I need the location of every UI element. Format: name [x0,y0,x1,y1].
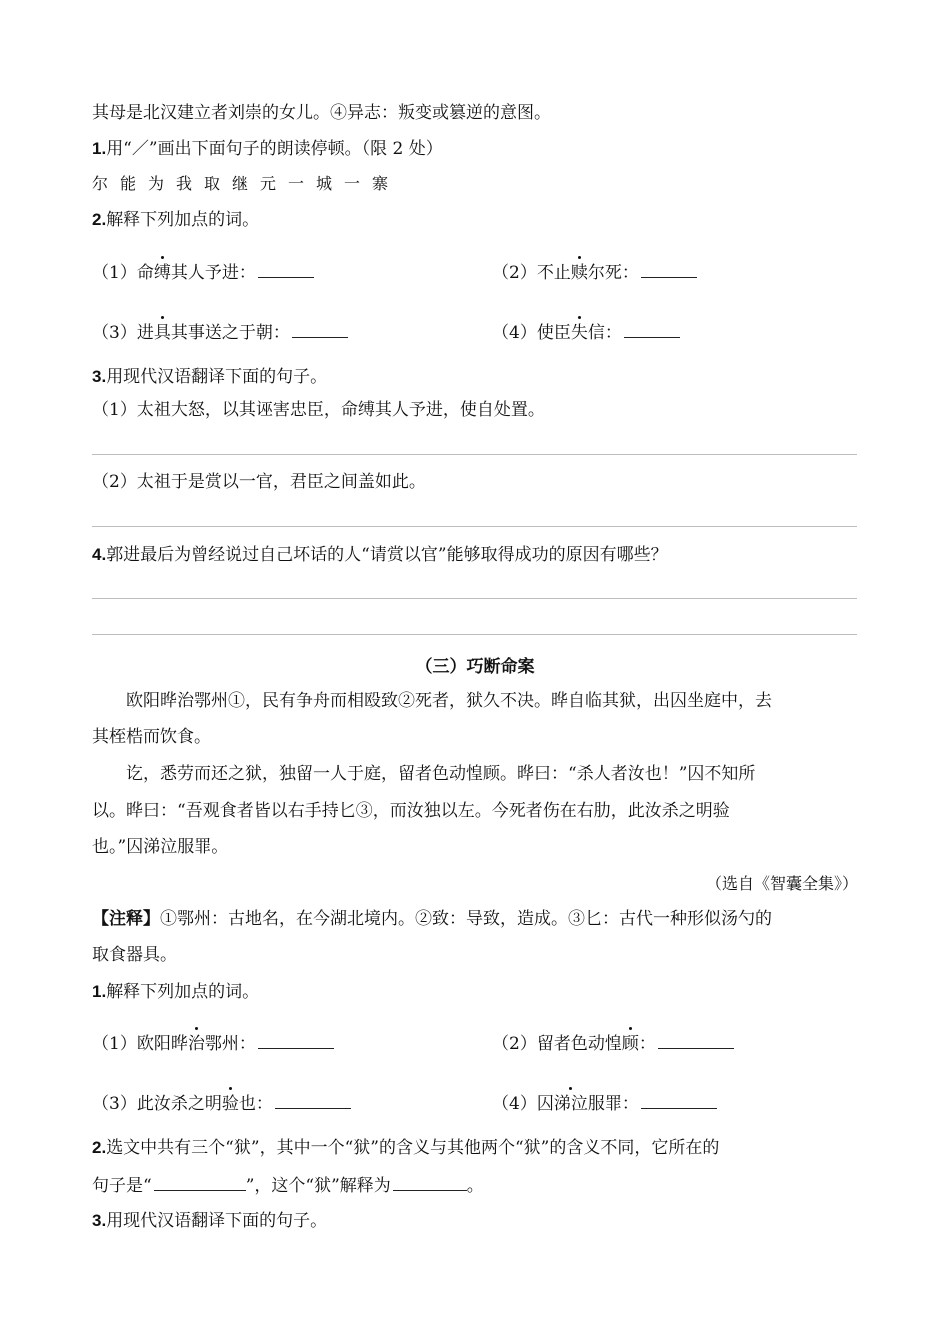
dotted-word: 验 [221,1094,239,1114]
item-suffix: 鄂州： [204,1034,256,1054]
item-prefix: （2）不止 [492,263,571,283]
question-text: 用现代汉语翻译下面的句子。 [106,1211,328,1231]
item-suffix: 服罪： [587,1094,639,1114]
q2-item-2 [492,259,697,285]
dotted-word: 顾 [621,1034,639,1054]
dotted-word: 赎 [570,263,588,283]
s1-item-2 [492,1030,734,1056]
answer-blank[interactable] [641,1090,717,1109]
s1-item-1 [92,1030,334,1056]
answer-line[interactable] [92,454,857,455]
question-number: 3. [92,1211,107,1230]
item-prefix: （1）欧阳晔 [92,1034,188,1054]
notes-line-2: 取食器具。 [92,945,177,965]
s1-item-4 [492,1090,717,1116]
question-number: 1. [92,982,107,1001]
item-suffix: 其人予进： [170,263,256,283]
answer-blank[interactable] [258,1030,334,1049]
q2-item-4 [492,319,680,345]
dotted-word: 失 [570,323,588,343]
answer-line[interactable] [92,634,857,635]
dotted-word: 具 [153,323,171,343]
q2-item-1 [92,259,314,285]
question-number: 2. [92,1138,107,1157]
text-part: 句子是“ [92,1176,152,1196]
item-suffix: 信： [587,323,622,343]
question-text: 用“／”画出下面句子的朗读停顿。（限 2 处） [106,139,443,159]
question-4 [92,543,668,567]
section3-question-1 [92,980,259,1004]
answer-blank[interactable] [658,1030,734,1049]
item-prefix: （4）囚 [492,1094,554,1114]
item-suffix: 也： [238,1094,273,1114]
item-prefix: （1）命 [92,263,154,283]
text-part: ”，这个“狱”解释为 [245,1176,391,1196]
dotted-word: 治 [187,1034,205,1054]
section-title: （三）巧断命案 [415,657,535,677]
q3-item-1: （1）太祖大怒，以其诬害忠臣，命缚其人予进，使自处置。 [92,400,545,420]
section3-question-2 [92,1136,719,1160]
section3-question-2-line2 [92,1172,484,1198]
question-text: 郭进最后为曾经说过自己坏话的人“请赏以官”能够取得成功的原因有哪些？ [106,545,668,565]
section3-question-3 [92,1209,327,1233]
answer-blank[interactable] [292,319,348,338]
question-3 [92,365,327,389]
question-text: 解释下列加点的词。 [106,210,260,230]
item-prefix: （2）留者色动惶 [492,1034,622,1054]
question-text: 选文中共有三个“狱”，其中一个“狱”的含义与其他两个“狱”的含义不同，它所在的 [106,1138,720,1158]
q3-item-2: （2）太祖于是赏以一官，君臣之间盖如此。 [92,472,426,492]
notes-label: 【注释】 [92,909,160,929]
top-note: 其母是北汉建立者刘崇的女儿。④异志：叛变或篡逆的意图。 [92,103,551,123]
item-suffix: ： [638,1034,656,1054]
text-part: 。 [466,1176,484,1196]
answer-blank[interactable] [641,259,697,278]
question-text: 解释下列加点的词。 [106,982,260,1002]
dotted-word: 涕泣 [553,1094,588,1114]
item-prefix: （3）进 [92,323,154,343]
item-suffix: 尔死： [587,263,639,283]
item-suffix: 其事送之于朝： [170,323,290,343]
question-number: 2. [92,210,107,229]
question-2 [92,208,259,232]
question-1 [92,137,443,161]
dotted-word: 缚 [153,263,171,283]
answer-blank[interactable] [624,319,680,338]
answer-blank[interactable] [275,1090,351,1109]
s1-item-3 [92,1090,351,1116]
passage-line: 其桎梏而饮食。 [92,727,211,747]
pause-sentence: 尔能为我取继元一城一寨 [92,174,401,193]
answer-line[interactable] [92,598,857,599]
item-prefix: （3）此汝杀之明 [92,1094,222,1114]
answer-line[interactable] [92,526,857,527]
answer-blank[interactable] [393,1172,467,1191]
question-text: 用现代汉语翻译下面的句子。 [106,367,328,387]
passage-line: 以。晔曰：“吾观食者皆以右手持匕③，而汝独以左。今死者伤在右肋，此汝杀之明验 [92,801,730,821]
passage-line: 欧阳晔治鄂州①，民有争舟而相殴致②死者，狱久不决。晔自临其狱，出囚坐庭中，去 [126,691,772,711]
source-citation: （选自《智囊全集》） [705,874,858,893]
answer-blank[interactable] [258,259,314,278]
q2-item-3 [92,319,348,345]
notes-text: ①鄂州：古地名，在今湖北境内。②致：导致，造成。③匕：古代一种形似汤勺的 [160,909,772,929]
answer-blank[interactable] [154,1172,246,1191]
passage-line: 讫，悉劳而还之狱，独留一人于庭，留者色动惶顾。晔曰：“杀人者汝也！”囚不知所 [126,764,756,784]
question-number: 4. [92,545,107,564]
question-number: 1. [92,139,107,158]
notes-line-1 [92,907,772,931]
item-prefix: （4）使臣 [492,323,571,343]
passage-line: 也。”囚涕泣服罪。 [92,837,229,857]
question-number: 3. [92,367,107,386]
